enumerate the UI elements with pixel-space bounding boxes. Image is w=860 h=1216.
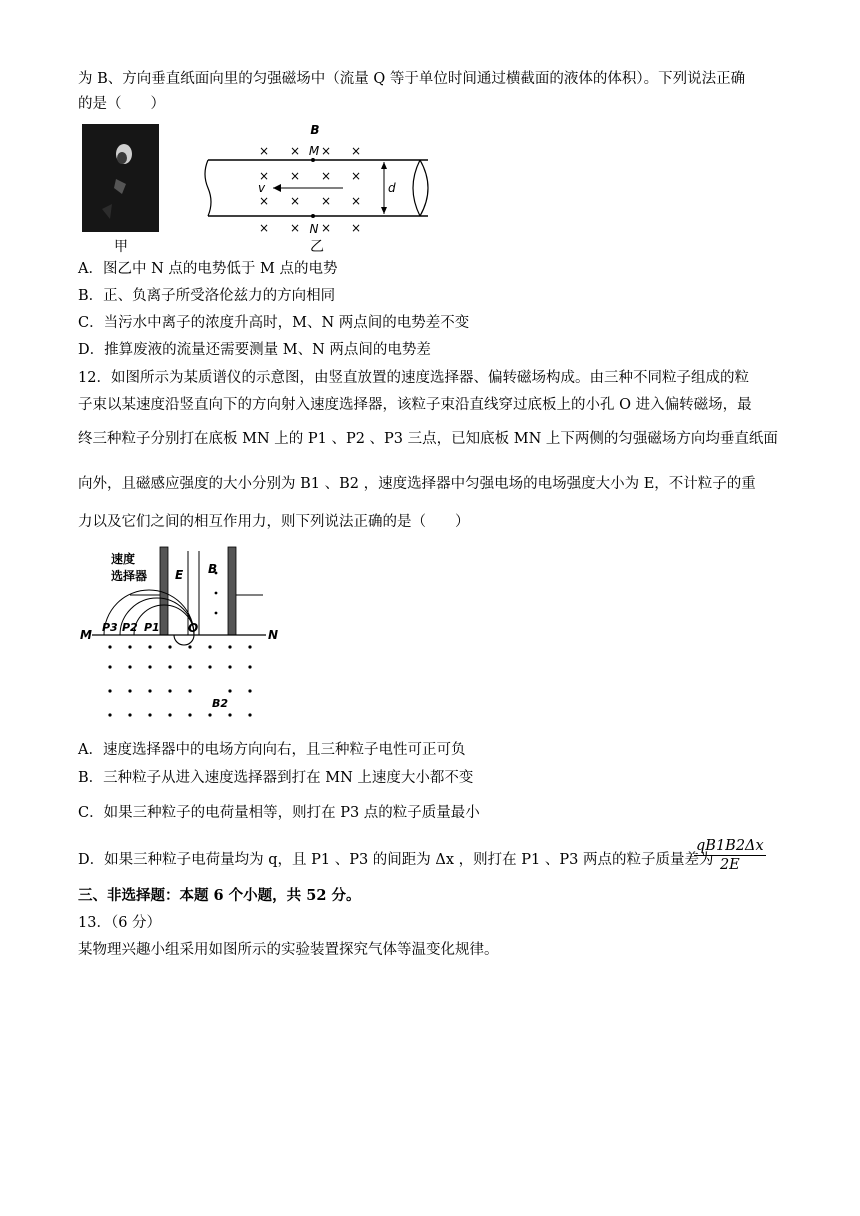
label-n: N: [309, 222, 319, 236]
point-m-dot: [311, 158, 315, 162]
label-p3: P3: [102, 621, 118, 634]
q11-option-b: B．正、负离子所受洛伦兹力的方向相同: [78, 288, 336, 304]
label-e: E: [175, 568, 184, 582]
svg-text:×: ×: [258, 221, 270, 235]
q12-stem-line1: 12．如图所示为某质谱仪的示意图，由竖直放置的速度选择器、偏转磁场构成。由三种不同粒子组成的粒: [78, 370, 749, 386]
svg-text:×: ×: [320, 194, 332, 208]
svg-text:×: ×: [289, 194, 301, 208]
q11-figure-yi-diagram: [198, 122, 443, 238]
svg-text:×: ×: [258, 194, 270, 208]
q11-stem-line1: 为 B、方向垂直纸面向里的匀强磁场中（流量 Q 等于单位时间通过横截面的液体的体积）。下列说法正确: [78, 71, 746, 87]
section3-heading: 三、非选择题：本题 6 个小题，共 52 分。: [78, 887, 361, 904]
label-d: d: [388, 181, 396, 195]
q12-option-d-fraction: [694, 838, 766, 873]
q11-stem-line2: 的是（ ）: [78, 96, 165, 112]
q12-option-b: B．三种粒子从进入速度选择器到打在 MN 上速度大小都不变: [78, 770, 474, 786]
svg-text:×: ×: [320, 221, 332, 235]
svg-text:×: ×: [258, 169, 270, 183]
svg-text:×: ×: [320, 169, 332, 183]
label-v: v: [258, 181, 266, 195]
b2-field-dots: [108, 645, 251, 716]
label-selector-2: 选择器: [111, 569, 148, 583]
label-o: O: [188, 621, 199, 635]
q12-stem-line4: 向外，且磁感应强度的大小分别为 B1 、B2 ，速度选择器中匀强电场的电场强度大小为 E，不计粒子的重: [78, 476, 756, 492]
q11-option-c: C．当污水中离子的浓度升高时，M、N 两点间的电势差不变: [78, 315, 470, 331]
q12-stem-line3: 终三种粒子分别打在底板 MN 上的 P1 、P2 、P3 三点，已知底板 MN 上下两侧的匀强磁场方向均垂直纸面: [78, 431, 778, 447]
selector-left-plate: [160, 547, 168, 635]
label-b: B: [208, 562, 218, 576]
q11-figure-jia-photo: [82, 124, 159, 232]
label-b: B: [310, 123, 320, 137]
svg-text:×: ×: [289, 221, 301, 235]
q11-option-a: A．图乙中 N 点的电势低于 M 点的电势: [78, 261, 338, 277]
label-p2: P2: [122, 621, 138, 634]
label-p1: P1: [144, 621, 160, 634]
q11-figure-jia-caption: 甲: [114, 239, 128, 255]
q13-stem: 某物理兴趣小组采用如图所示的实验装置探究气体等温变化规律。: [78, 942, 499, 958]
point-n-dot: [311, 214, 315, 218]
svg-text:×: ×: [350, 144, 362, 158]
q12-option-c: C．如果三种粒子的电荷量相等，则打在 P3 点的粒子质量最小: [78, 805, 480, 821]
label-m: M: [308, 144, 320, 158]
q12-stem-line2: 子束以某速度沿竖直向下的方向射入速度选择器，该粒子束沿直线穿过底板上的小孔 O 进入偏转磁场，最: [78, 397, 752, 413]
q12-stem-line5: 力以及它们之间的相互作用力，则下列说法正确的是（ ）: [78, 514, 470, 530]
q11-option-d: D．推算废液的流量还需要测量 M、N 两点间的电势差: [78, 342, 431, 358]
label-b2: B2: [212, 697, 229, 710]
label-m: M: [80, 628, 92, 642]
q12-option-a: A．速度选择器中的电场方向向右，且三种粒子电性可正可负: [78, 742, 466, 758]
fraction-denominator: 2E: [719, 857, 740, 873]
pipe-photo-graphic: [82, 124, 159, 232]
q13-label: 13．（6 分）: [78, 915, 162, 931]
q12-mass-spectrometer-diagram: [78, 543, 288, 725]
q12-option-d: D．如果三种粒子电荷量均为 q，且 P1 、P3 的间距为 Δx ，则打在 P1 、P3 两点的粒子质量差为: [78, 852, 714, 868]
svg-text:×: ×: [289, 144, 301, 158]
svg-text:×: ×: [258, 144, 270, 158]
svg-text:×: ×: [350, 169, 362, 183]
svg-text:×: ×: [320, 144, 332, 158]
fraction-numerator: qB1B2Δx: [696, 838, 764, 854]
label-n: N: [268, 628, 279, 642]
svg-text:×: ×: [350, 221, 362, 235]
q11-figure-yi-caption: 乙: [310, 239, 324, 255]
selector-right-plate: [228, 547, 236, 635]
svg-text:×: ×: [350, 194, 362, 208]
svg-text:×: ×: [289, 169, 301, 183]
label-selector-1: 速度: [111, 552, 136, 566]
